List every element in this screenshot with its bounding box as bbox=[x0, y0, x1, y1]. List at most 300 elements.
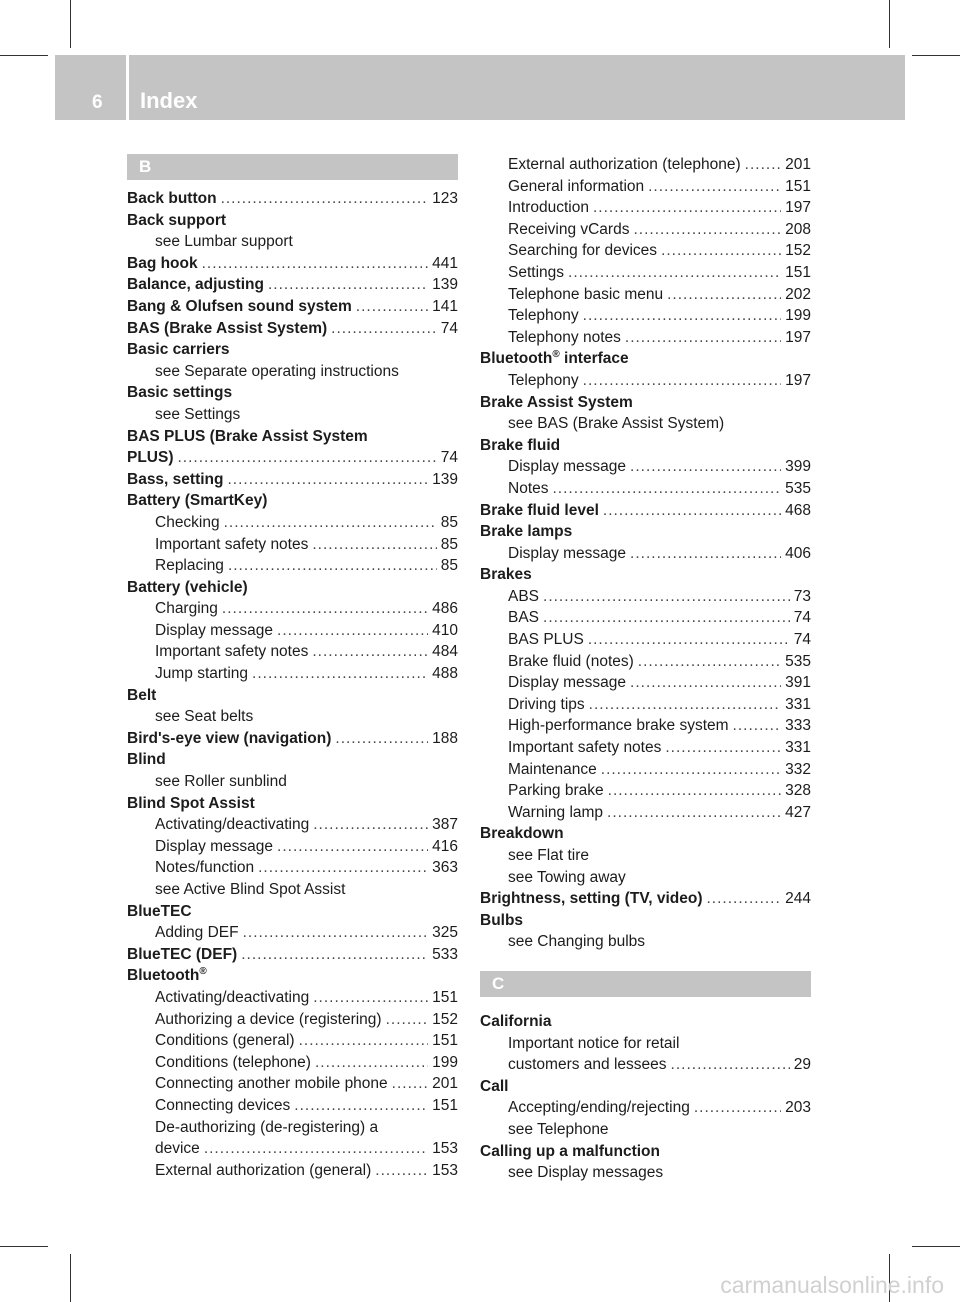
index-entry[interactable] bbox=[127, 318, 458, 340]
index-entry[interactable] bbox=[127, 447, 458, 469]
index-subentry bbox=[127, 879, 458, 901]
header-divider bbox=[126, 55, 129, 120]
entry-label: device bbox=[155, 1140, 200, 1158]
index-subentry[interactable] bbox=[480, 802, 811, 824]
index-entry bbox=[127, 490, 458, 512]
entry-label: see Flat tire bbox=[508, 847, 589, 864]
page-reference[interactable]: 74 bbox=[793, 609, 811, 627]
index-entry bbox=[127, 577, 458, 599]
index-subentry bbox=[480, 931, 811, 953]
index-subentry[interactable] bbox=[480, 176, 811, 198]
dot-leader bbox=[241, 944, 428, 966]
index-subentry[interactable] bbox=[127, 555, 458, 577]
page-reference[interactable]: 363 bbox=[432, 859, 458, 877]
dot-leader bbox=[553, 478, 782, 500]
page-reference[interactable]: 151 bbox=[432, 1096, 458, 1114]
index-subentry[interactable] bbox=[480, 240, 811, 262]
page-reference[interactable]: 325 bbox=[432, 924, 458, 942]
entry-label: Brake Assist System bbox=[480, 393, 633, 411]
page-reference[interactable]: 486 bbox=[432, 600, 458, 618]
page-reference[interactable]: 488 bbox=[432, 665, 458, 683]
entry-label: Balance, adjusting bbox=[127, 276, 264, 294]
entry-label: Bang & Olufsen sound system bbox=[127, 297, 352, 315]
dot-leader bbox=[638, 651, 781, 673]
dot-leader bbox=[386, 1009, 429, 1031]
entry-label: Telephony bbox=[508, 307, 579, 325]
entry-label: see BAS (Brake Assist System) bbox=[508, 415, 725, 433]
index-subentry bbox=[127, 361, 458, 383]
dot-leader bbox=[630, 672, 781, 694]
index-subentry bbox=[127, 706, 458, 728]
index-entry bbox=[480, 392, 811, 414]
index-entry[interactable] bbox=[480, 500, 811, 522]
index-subentry[interactable] bbox=[480, 759, 811, 781]
index-entry[interactable] bbox=[127, 296, 458, 318]
index-entry bbox=[480, 823, 811, 845]
dot-leader bbox=[667, 284, 781, 306]
entry-label: see Active Blind Spot Assist bbox=[155, 881, 346, 898]
index-entry[interactable] bbox=[127, 469, 458, 491]
entry-label: Battery (vehicle) bbox=[127, 578, 248, 596]
page-reference[interactable]: 123 bbox=[432, 190, 458, 207]
entry-label: Basic settings bbox=[127, 384, 233, 402]
index-subentry[interactable] bbox=[480, 154, 811, 176]
index-entry bbox=[127, 685, 458, 707]
index-subentry[interactable] bbox=[480, 780, 811, 802]
entry-label: Bulbs bbox=[480, 911, 524, 929]
entry-label: Accepting/ending/rejecting bbox=[508, 1099, 690, 1117]
entry-label: Activating/deactivating bbox=[155, 816, 310, 834]
index-subentry[interactable] bbox=[127, 836, 458, 858]
page-reference[interactable]: 29 bbox=[793, 1056, 811, 1074]
entry-label: see Changing bulbs bbox=[508, 933, 646, 951]
crop-mark bbox=[0, 1246, 48, 1247]
entry-label: Brake fluid bbox=[480, 436, 561, 454]
entry-label: Bass, setting bbox=[127, 470, 224, 488]
entry-label: Checking bbox=[155, 513, 220, 531]
index-subentry[interactable] bbox=[480, 478, 811, 500]
page-reference[interactable]: 153 bbox=[432, 1161, 458, 1179]
registered-mark: ® bbox=[199, 966, 207, 978]
index-entry bbox=[127, 210, 458, 232]
index-subentry[interactable] bbox=[480, 629, 811, 651]
index-subentry[interactable] bbox=[127, 641, 458, 663]
dot-leader bbox=[204, 1138, 428, 1160]
index-subentry[interactable] bbox=[127, 1052, 458, 1074]
page-reference[interactable]: 535 bbox=[785, 479, 811, 497]
index-subentry[interactable] bbox=[127, 534, 458, 556]
page-reference[interactable]: 331 bbox=[785, 695, 811, 713]
page-title: Index bbox=[140, 88, 198, 113]
entry-label: Activating/deactivating bbox=[155, 988, 310, 1006]
index-entry bbox=[480, 564, 811, 586]
dot-leader bbox=[221, 188, 429, 210]
entry-label: BAS (Brake Assist System) bbox=[127, 319, 328, 337]
index-subentry[interactable] bbox=[480, 197, 811, 219]
entry-label: see Telephone bbox=[508, 1120, 609, 1138]
entry-label: BlueTEC bbox=[127, 902, 192, 920]
entry-label: Bag hook bbox=[127, 254, 198, 272]
entry-label: Introduction bbox=[508, 199, 589, 217]
crop-mark bbox=[912, 1246, 960, 1247]
entry-label: see Lumbar support bbox=[155, 233, 293, 251]
entry-label: Telephone basic menu bbox=[508, 285, 664, 303]
entry-label: Receiving vCards bbox=[508, 220, 630, 238]
page-reference[interactable]: 201 bbox=[785, 156, 811, 173]
index-entry bbox=[127, 965, 458, 987]
crop-mark bbox=[70, 0, 71, 48]
dot-leader bbox=[258, 857, 428, 879]
entry-label: Important safety notes bbox=[155, 535, 309, 553]
entry-label: Basic carriers bbox=[127, 341, 230, 359]
entry-label: Connecting another mobile phone bbox=[155, 1075, 388, 1093]
page-reference[interactable]: 328 bbox=[785, 782, 811, 800]
dot-leader bbox=[331, 318, 437, 340]
entry-label: Settings bbox=[508, 263, 565, 281]
page-reference[interactable]: 201 bbox=[432, 1075, 458, 1093]
dot-leader bbox=[543, 586, 790, 608]
index-entry bbox=[127, 339, 458, 361]
index-subentry[interactable] bbox=[127, 1095, 458, 1117]
page-reference[interactable]: 333 bbox=[785, 717, 811, 735]
index-subentry[interactable] bbox=[127, 987, 458, 1009]
entry-label: see Seat belts bbox=[155, 708, 254, 726]
page-reference[interactable]: 85 bbox=[440, 557, 458, 575]
section-header: C bbox=[480, 971, 811, 997]
page-reference[interactable]: 331 bbox=[785, 739, 811, 757]
page-reference[interactable]: 410 bbox=[432, 621, 458, 639]
page-reference[interactable]: 427 bbox=[785, 803, 811, 821]
index-subentry bbox=[127, 231, 458, 253]
dot-leader bbox=[601, 759, 781, 781]
dot-leader bbox=[633, 219, 781, 241]
page-reference[interactable]: 202 bbox=[785, 285, 811, 303]
entry-label: High-performance brake system bbox=[508, 717, 729, 735]
dot-leader bbox=[583, 305, 781, 327]
page-reference[interactable]: 85 bbox=[440, 535, 458, 553]
page-reference[interactable]: 74 bbox=[440, 449, 458, 467]
crop-mark bbox=[889, 0, 890, 48]
dot-leader bbox=[202, 253, 429, 275]
dot-leader bbox=[222, 598, 428, 620]
index-entry[interactable] bbox=[480, 888, 811, 910]
entry-label: Display message bbox=[508, 674, 627, 692]
entry-label: Maintenance bbox=[508, 760, 597, 778]
page-reference[interactable]: 208 bbox=[785, 220, 811, 238]
page-reference[interactable]: 391 bbox=[785, 674, 811, 692]
page-reference[interactable]: 387 bbox=[432, 816, 458, 834]
entry-label: Brakes bbox=[480, 566, 532, 584]
index-entry bbox=[127, 426, 458, 448]
dot-leader bbox=[252, 663, 428, 685]
index-entry bbox=[127, 901, 458, 923]
page-reference[interactable]: 441 bbox=[432, 254, 458, 272]
dot-leader bbox=[227, 469, 428, 491]
index-subentry[interactable] bbox=[127, 512, 458, 534]
dot-leader bbox=[608, 780, 781, 802]
entry-label: Display message bbox=[508, 544, 627, 562]
index-entry[interactable] bbox=[127, 188, 458, 210]
index-subentry bbox=[480, 1033, 811, 1055]
page-reference[interactable]: 151 bbox=[785, 177, 811, 195]
index-entry bbox=[480, 1076, 811, 1098]
entry-label: Warning lamp bbox=[508, 803, 604, 821]
dot-leader bbox=[568, 262, 781, 284]
page-reference[interactable]: 484 bbox=[432, 643, 458, 661]
page-reference[interactable]: 199 bbox=[785, 307, 811, 325]
entry-label: Bluetooth® bbox=[127, 966, 207, 985]
page-reference[interactable]: 244 bbox=[785, 890, 811, 908]
entry-label: Notes bbox=[508, 479, 549, 497]
page-reference[interactable]: 152 bbox=[785, 242, 811, 260]
dot-leader bbox=[312, 641, 428, 663]
index-subentry[interactable] bbox=[127, 598, 458, 620]
index-subentry[interactable] bbox=[480, 1097, 811, 1119]
index-subentry[interactable] bbox=[480, 370, 811, 392]
dot-leader bbox=[277, 620, 428, 642]
entry-label: Replacing bbox=[155, 557, 224, 575]
index-entry[interactable] bbox=[127, 253, 458, 275]
entry-label: Display message bbox=[155, 621, 274, 639]
index-subentry bbox=[480, 845, 811, 867]
page-reference[interactable]: 332 bbox=[785, 760, 811, 778]
registered-mark: ® bbox=[552, 349, 560, 361]
index-subentry[interactable] bbox=[480, 262, 811, 284]
dot-leader bbox=[268, 274, 428, 296]
entry-label: Calling up a malfunction bbox=[480, 1142, 660, 1160]
index-entry[interactable] bbox=[127, 944, 458, 966]
dot-leader bbox=[589, 694, 781, 716]
entry-label: Brake lamps bbox=[480, 523, 573, 541]
index-subentry[interactable] bbox=[480, 672, 811, 694]
dot-leader bbox=[224, 512, 437, 534]
page-reference[interactable]: 416 bbox=[432, 837, 458, 855]
dot-leader bbox=[277, 836, 428, 858]
dot-leader bbox=[356, 296, 428, 318]
dot-leader bbox=[661, 240, 781, 262]
index-subentry[interactable] bbox=[127, 814, 458, 836]
index-subentry[interactable] bbox=[480, 737, 811, 759]
index-subentry[interactable] bbox=[127, 857, 458, 879]
entry-label: De-authorizing (de-registering) a bbox=[155, 1118, 379, 1136]
index-subentry bbox=[480, 1119, 811, 1141]
index-subentry[interactable] bbox=[480, 694, 811, 716]
entry-label: Connecting devices bbox=[155, 1096, 291, 1114]
page-reference[interactable]: 151 bbox=[785, 263, 811, 281]
entry-label: Searching for devices bbox=[508, 242, 658, 260]
page-reference[interactable]: 406 bbox=[785, 544, 811, 562]
page-reference[interactable]: 199 bbox=[432, 1053, 458, 1071]
page-reference[interactable]: 151 bbox=[432, 988, 458, 1006]
index-subentry[interactable] bbox=[480, 607, 811, 629]
entry-label: General information bbox=[508, 177, 645, 195]
section-header: B bbox=[127, 154, 458, 180]
entry-label: Conditions (general) bbox=[155, 1032, 295, 1050]
dot-leader bbox=[543, 607, 790, 629]
index-subentry[interactable] bbox=[480, 456, 811, 478]
crop-mark bbox=[0, 55, 48, 56]
entry-label: Notes/function bbox=[155, 859, 255, 877]
index-subentry bbox=[127, 404, 458, 426]
entry-label: Breakdown bbox=[480, 825, 564, 843]
dot-leader bbox=[694, 1097, 781, 1119]
entry-label: Display message bbox=[155, 837, 274, 855]
crop-mark bbox=[912, 55, 960, 56]
entry-label: Blind bbox=[127, 751, 166, 769]
page-reference[interactable]: 533 bbox=[432, 945, 458, 963]
page-reference[interactable]: 74 bbox=[793, 631, 811, 649]
entry-label: Important safety notes bbox=[155, 643, 309, 661]
entry-label: BAS PLUS bbox=[508, 631, 584, 649]
entry-label: PLUS) bbox=[127, 449, 174, 467]
page-reference[interactable]: 74 bbox=[440, 319, 458, 337]
page-reference[interactable]: 141 bbox=[432, 297, 458, 315]
entry-label: External authorization (telephone) bbox=[508, 156, 741, 173]
entry-label: see Settings bbox=[155, 405, 241, 423]
dot-leader bbox=[745, 154, 781, 176]
entry-label: customers and lessees bbox=[508, 1056, 667, 1074]
entry-label: BlueTEC (DEF) bbox=[127, 945, 238, 963]
entry-label: Adding DEF bbox=[155, 924, 239, 942]
entry-label: see Roller sunblind bbox=[155, 773, 287, 791]
entry-label: Charging bbox=[155, 600, 218, 618]
index-column-right bbox=[480, 154, 811, 1184]
index-subentry[interactable] bbox=[480, 715, 811, 737]
page-reference[interactable]: 188 bbox=[432, 729, 458, 747]
entry-label: Important safety notes bbox=[508, 739, 662, 757]
page-reference[interactable]: 535 bbox=[785, 652, 811, 670]
entry-label: Important notice for retail bbox=[508, 1034, 680, 1052]
index-subentry[interactable] bbox=[127, 1030, 458, 1052]
index-subentry[interactable] bbox=[480, 1054, 811, 1076]
entry-label: Brightness, setting (TV, video) bbox=[480, 890, 703, 908]
index-entry bbox=[480, 1011, 811, 1033]
crop-mark bbox=[70, 1254, 71, 1302]
dot-leader bbox=[375, 1160, 428, 1182]
index-entry bbox=[480, 435, 811, 457]
dot-leader bbox=[583, 370, 781, 392]
dot-leader bbox=[648, 176, 781, 198]
page-reference[interactable]: 139 bbox=[432, 276, 458, 294]
entry-label: Brake fluid level bbox=[480, 501, 599, 519]
dot-leader bbox=[228, 555, 437, 577]
entry-label: Telephony notes bbox=[508, 328, 621, 346]
page-reference[interactable]: 197 bbox=[785, 328, 811, 346]
index-subentry[interactable] bbox=[480, 586, 811, 608]
index-column-left bbox=[127, 154, 458, 1181]
dot-leader bbox=[299, 1030, 429, 1052]
entry-label: Bird's-eye view (navigation) bbox=[127, 729, 332, 747]
entry-label: see Display messages bbox=[508, 1164, 664, 1182]
index-subentry[interactable] bbox=[480, 651, 811, 673]
dot-leader bbox=[625, 327, 781, 349]
index-entry bbox=[480, 348, 811, 370]
index-entry bbox=[127, 749, 458, 771]
entry-label: Authorizing a device (registering) bbox=[155, 1010, 382, 1028]
index-subentry bbox=[127, 771, 458, 793]
index-subentry bbox=[480, 413, 811, 435]
index-entry[interactable] bbox=[127, 274, 458, 296]
page-reference[interactable]: 152 bbox=[432, 1010, 458, 1028]
dot-leader bbox=[315, 1052, 428, 1074]
index-entry bbox=[480, 1141, 811, 1163]
index-subentry[interactable] bbox=[127, 1160, 458, 1182]
index-entry[interactable] bbox=[127, 728, 458, 750]
page-reference[interactable]: 85 bbox=[440, 513, 458, 531]
dot-leader bbox=[630, 456, 781, 478]
index-subentry[interactable] bbox=[480, 327, 811, 349]
index-subentry[interactable] bbox=[480, 543, 811, 565]
index-subentry[interactable] bbox=[127, 1073, 458, 1095]
page-number: 6 bbox=[92, 92, 103, 113]
page-reference[interactable]: 197 bbox=[785, 199, 811, 217]
index-subentry bbox=[480, 1162, 811, 1184]
entry-label: Display message bbox=[508, 458, 627, 476]
dot-leader bbox=[335, 728, 428, 750]
dot-leader bbox=[312, 534, 436, 556]
page-reference[interactable]: 139 bbox=[432, 470, 458, 488]
dot-leader bbox=[588, 629, 790, 651]
dot-leader bbox=[178, 447, 437, 469]
entry-label: see Separate operating instructions bbox=[155, 362, 399, 380]
dot-leader bbox=[313, 987, 428, 1009]
index-subentry[interactable] bbox=[127, 1009, 458, 1031]
entry-label: External authorization (general) bbox=[155, 1161, 372, 1179]
page-reference[interactable]: 73 bbox=[793, 587, 811, 605]
index-entry bbox=[127, 382, 458, 404]
dot-leader bbox=[665, 737, 781, 759]
watermark: carmanualsonline.info bbox=[720, 1272, 944, 1298]
dot-leader bbox=[593, 197, 781, 219]
index-entry bbox=[480, 521, 811, 543]
page-reference[interactable]: 203 bbox=[785, 1099, 811, 1117]
entry-label: Back support bbox=[127, 211, 227, 229]
page-reference[interactable]: 197 bbox=[785, 371, 811, 389]
entry-label: ABS bbox=[508, 587, 540, 605]
index-subentry[interactable] bbox=[127, 663, 458, 685]
index-subentry bbox=[480, 867, 811, 889]
index-subentry bbox=[127, 1117, 458, 1139]
index-subentry[interactable] bbox=[127, 620, 458, 642]
entry-label: see Towing away bbox=[508, 868, 626, 886]
index-subentry[interactable] bbox=[127, 1138, 458, 1160]
dot-leader bbox=[294, 1095, 428, 1117]
dot-leader bbox=[733, 715, 782, 737]
dot-leader bbox=[607, 802, 781, 824]
page-reference[interactable]: 468 bbox=[785, 501, 811, 519]
entry-label: Back button bbox=[127, 190, 217, 207]
entry-label: Conditions (telephone) bbox=[155, 1053, 311, 1071]
page-reference[interactable]: 151 bbox=[432, 1032, 458, 1050]
index-subentry[interactable] bbox=[480, 219, 811, 241]
page-reference[interactable]: 399 bbox=[785, 458, 811, 476]
entry-label: Telephony bbox=[508, 371, 579, 389]
entry-label: Blind Spot Assist bbox=[127, 794, 255, 812]
entry-label: Belt bbox=[127, 686, 157, 704]
entry-label: Brake fluid (notes) bbox=[508, 652, 634, 670]
entry-label: Call bbox=[480, 1077, 509, 1095]
entry-label: Battery (SmartKey) bbox=[127, 492, 268, 510]
index-subentry[interactable] bbox=[127, 922, 458, 944]
dot-leader bbox=[707, 888, 782, 910]
entry-label: California bbox=[480, 1012, 552, 1030]
index-subentry[interactable] bbox=[480, 284, 811, 306]
entry-label: Driving tips bbox=[508, 695, 585, 713]
index-subentry[interactable] bbox=[480, 305, 811, 327]
dot-leader bbox=[603, 500, 781, 522]
dot-leader bbox=[392, 1073, 428, 1095]
page-reference[interactable]: 153 bbox=[432, 1140, 458, 1158]
